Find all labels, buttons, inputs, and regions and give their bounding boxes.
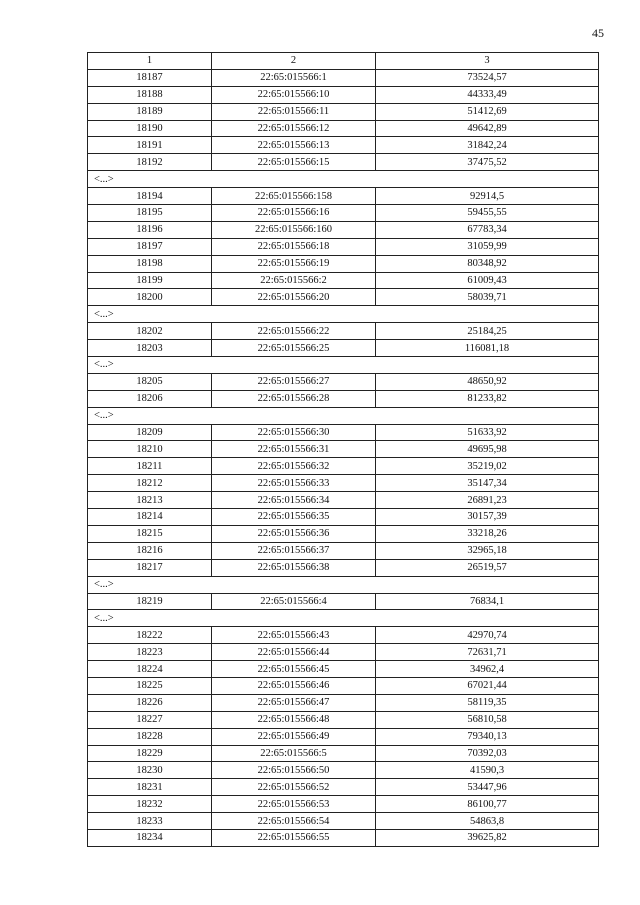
row-number-cell: 18225 [88, 677, 212, 694]
row-number-cell: 18229 [88, 745, 212, 762]
value-cell: 26519,57 [376, 559, 599, 576]
row-number-cell: 18226 [88, 694, 212, 711]
table-row [88, 137, 599, 154]
table-row [88, 424, 599, 441]
table-gap-row [88, 171, 599, 188]
cadastral-number-cell: 22:65:015566:36 [212, 525, 376, 542]
table-row [88, 221, 599, 238]
cadastral-number-cell: 22:65:015566:15 [212, 154, 376, 171]
row-number-cell: 18211 [88, 458, 212, 475]
column-header-3: 3 [376, 53, 599, 70]
table-row [88, 677, 599, 694]
value-cell: 25184,25 [376, 323, 599, 340]
cadastral-number-cell: 22:65:015566:25 [212, 340, 376, 357]
table-row [88, 188, 599, 205]
cadastral-number-cell: 22:65:015566:10 [212, 86, 376, 103]
table-row [88, 475, 599, 492]
cadastral-number-cell: 22:65:015566:38 [212, 559, 376, 576]
table-row [88, 340, 599, 357]
cadastral-number-cell: 22:65:015566:4 [212, 593, 376, 610]
cadastral-number-cell: 22:65:015566:28 [212, 390, 376, 407]
value-cell: 58039,71 [376, 289, 599, 306]
value-cell: 39625,82 [376, 829, 599, 846]
cadastral-number-cell: 22:65:015566:50 [212, 762, 376, 779]
value-cell: 49695,98 [376, 441, 599, 458]
row-number-cell: 18228 [88, 728, 212, 745]
value-cell: 73524,57 [376, 69, 599, 86]
table-row [88, 289, 599, 306]
column-header-row [88, 53, 599, 70]
table-row [88, 373, 599, 390]
row-number-cell: 18216 [88, 542, 212, 559]
table-row [88, 627, 599, 644]
row-number-cell: 18224 [88, 661, 212, 678]
table-row [88, 762, 599, 779]
cadastral-number-cell: 22:65:015566:34 [212, 492, 376, 509]
omission-marker: <...> [88, 576, 599, 593]
row-number-cell: 18232 [88, 796, 212, 813]
row-number-cell: 18233 [88, 813, 212, 830]
cadastral-number-cell: 22:65:015566:32 [212, 458, 376, 475]
value-cell: 70392,03 [376, 745, 599, 762]
row-number-cell: 18212 [88, 475, 212, 492]
table-row [88, 120, 599, 137]
row-number-cell: 18222 [88, 627, 212, 644]
row-number-cell: 18194 [88, 188, 212, 205]
table-gap-row [88, 306, 599, 323]
row-number-cell: 18234 [88, 829, 212, 846]
row-number-cell: 18203 [88, 340, 212, 357]
table-row [88, 509, 599, 526]
table-row [88, 255, 599, 272]
column-header-2: 2 [212, 53, 376, 70]
row-number-cell: 18215 [88, 525, 212, 542]
row-number-cell: 18227 [88, 711, 212, 728]
cadastral-number-cell: 22:65:015566:22 [212, 323, 376, 340]
table-row [88, 542, 599, 559]
cadastral-number-cell: 22:65:015566:54 [212, 813, 376, 830]
value-cell: 34962,4 [376, 661, 599, 678]
cadastral-number-cell: 22:65:015566:31 [212, 441, 376, 458]
row-number-cell: 18210 [88, 441, 212, 458]
value-cell: 61009,43 [376, 272, 599, 289]
omission-marker: <...> [88, 171, 599, 188]
row-number-cell: 18198 [88, 255, 212, 272]
table-row [88, 86, 599, 103]
table-gap-row [88, 610, 599, 627]
value-cell: 58119,35 [376, 694, 599, 711]
value-cell: 59455,55 [376, 205, 599, 222]
value-cell: 92914,5 [376, 188, 599, 205]
row-number-cell: 18231 [88, 779, 212, 796]
cadastral-number-cell: 22:65:015566:2 [212, 272, 376, 289]
cadastral-number-cell: 22:65:015566:33 [212, 475, 376, 492]
row-number-cell: 18189 [88, 103, 212, 120]
cadastral-number-cell: 22:65:015566:158 [212, 188, 376, 205]
value-cell: 41590,3 [376, 762, 599, 779]
row-number-cell: 18217 [88, 559, 212, 576]
cadastral-number-cell: 22:65:015566:48 [212, 711, 376, 728]
row-number-cell: 18214 [88, 509, 212, 526]
row-number-cell: 18199 [88, 272, 212, 289]
value-cell: 44333,49 [376, 86, 599, 103]
table-row [88, 779, 599, 796]
cadastral-number-cell: 22:65:015566:47 [212, 694, 376, 711]
table-body [88, 53, 599, 847]
column-header-1: 1 [88, 53, 212, 70]
table-row [88, 103, 599, 120]
table-row [88, 441, 599, 458]
row-number-cell: 18202 [88, 323, 212, 340]
cadastral-number-cell: 22:65:015566:27 [212, 373, 376, 390]
row-number-cell: 18190 [88, 120, 212, 137]
omission-marker: <...> [88, 610, 599, 627]
value-cell: 37475,52 [376, 154, 599, 171]
page-number: 45 [592, 26, 604, 40]
value-cell: 31059,99 [376, 238, 599, 255]
cadastral-number-cell: 22:65:015566:35 [212, 509, 376, 526]
value-cell: 72631,71 [376, 644, 599, 661]
table-row [88, 593, 599, 610]
table-gap-row [88, 576, 599, 593]
cadastral-number-cell: 22:65:015566:20 [212, 289, 376, 306]
value-cell: 80348,92 [376, 255, 599, 272]
table-row [88, 694, 599, 711]
row-number-cell: 18205 [88, 373, 212, 390]
row-number-cell: 18230 [88, 762, 212, 779]
table-row [88, 829, 599, 846]
value-cell: 76834,1 [376, 593, 599, 610]
row-number-cell: 18206 [88, 390, 212, 407]
value-cell: 79340,13 [376, 728, 599, 745]
value-cell: 30157,39 [376, 509, 599, 526]
cadastral-number-cell: 22:65:015566:37 [212, 542, 376, 559]
cadastral-number-cell: 22:65:015566:160 [212, 221, 376, 238]
table-row [88, 69, 599, 86]
cadastral-number-cell: 22:65:015566:55 [212, 829, 376, 846]
table-row [88, 272, 599, 289]
value-cell: 35219,02 [376, 458, 599, 475]
value-cell: 86100,77 [376, 796, 599, 813]
cadastral-number-cell: 22:65:015566:12 [212, 120, 376, 137]
value-cell: 31842,24 [376, 137, 599, 154]
cadastral-number-cell: 22:65:015566:18 [212, 238, 376, 255]
table-row [88, 711, 599, 728]
row-number-cell: 18188 [88, 86, 212, 103]
value-cell: 48650,92 [376, 373, 599, 390]
row-number-cell: 18191 [88, 137, 212, 154]
value-cell: 54863,8 [376, 813, 599, 830]
table-row [88, 390, 599, 407]
value-cell: 67783,34 [376, 221, 599, 238]
table-row [88, 154, 599, 171]
table-row [88, 661, 599, 678]
value-cell: 33218,26 [376, 525, 599, 542]
row-number-cell: 18223 [88, 644, 212, 661]
cadastral-number-cell: 22:65:015566:45 [212, 661, 376, 678]
table-row [88, 205, 599, 222]
omission-marker: <...> [88, 306, 599, 323]
value-cell: 53447,96 [376, 779, 599, 796]
cadastral-number-cell: 22:65:015566:44 [212, 644, 376, 661]
row-number-cell: 18192 [88, 154, 212, 171]
value-cell: 56810,58 [376, 711, 599, 728]
value-cell: 51412,69 [376, 103, 599, 120]
cadastral-number-cell: 22:65:015566:1 [212, 69, 376, 86]
table-row [88, 796, 599, 813]
table-row [88, 559, 599, 576]
row-number-cell: 18195 [88, 205, 212, 222]
table-row [88, 492, 599, 509]
value-cell: 26891,23 [376, 492, 599, 509]
value-cell: 51633,92 [376, 424, 599, 441]
cadastral-number-cell: 22:65:015566:19 [212, 255, 376, 272]
cadastral-number-cell: 22:65:015566:11 [212, 103, 376, 120]
row-number-cell: 18200 [88, 289, 212, 306]
row-number-cell: 18219 [88, 593, 212, 610]
table-row [88, 458, 599, 475]
value-cell: 35147,34 [376, 475, 599, 492]
table-row [88, 323, 599, 340]
table-row [88, 745, 599, 762]
omission-marker: <...> [88, 407, 599, 424]
table-gap-row [88, 357, 599, 374]
table-row [88, 728, 599, 745]
cadastral-number-cell: 22:65:015566:53 [212, 796, 376, 813]
row-number-cell: 18196 [88, 221, 212, 238]
row-number-cell: 18209 [88, 424, 212, 441]
value-cell: 42970,74 [376, 627, 599, 644]
table-row [88, 238, 599, 255]
value-cell: 67021,44 [376, 677, 599, 694]
value-cell: 32965,18 [376, 542, 599, 559]
row-number-cell: 18213 [88, 492, 212, 509]
row-number-cell: 18187 [88, 69, 212, 86]
value-cell: 81233,82 [376, 390, 599, 407]
row-number-cell: 18197 [88, 238, 212, 255]
omission-marker: <...> [88, 357, 599, 374]
cadastral-number-cell: 22:65:015566:49 [212, 728, 376, 745]
value-cell: 49642,89 [376, 120, 599, 137]
cadastral-number-cell: 22:65:015566:16 [212, 205, 376, 222]
cadastral-number-cell: 22:65:015566:30 [212, 424, 376, 441]
table-row [88, 525, 599, 542]
table-row [88, 813, 599, 830]
table-gap-row [88, 407, 599, 424]
table-row [88, 644, 599, 661]
cadastral-number-cell: 22:65:015566:13 [212, 137, 376, 154]
value-cell: 116081,18 [376, 340, 599, 357]
cadastral-number-cell: 22:65:015566:43 [212, 627, 376, 644]
cadastral-number-cell: 22:65:015566:46 [212, 677, 376, 694]
data-table [87, 52, 599, 847]
cadastral-number-cell: 22:65:015566:52 [212, 779, 376, 796]
cadastral-number-cell: 22:65:015566:5 [212, 745, 376, 762]
